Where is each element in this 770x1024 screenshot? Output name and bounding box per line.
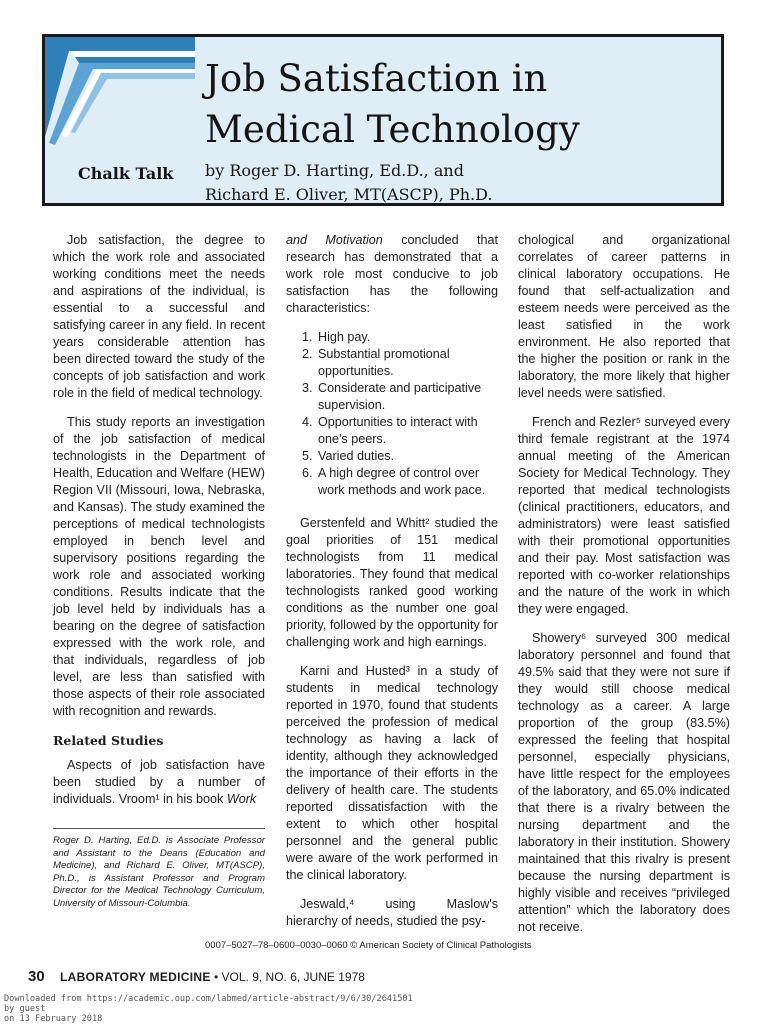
paragraph-text: Aspects of job satisfaction have been studied by a number of individuals. Vroom¹ in his book bbox=[53, 758, 265, 806]
paragraph: Jeswald,⁴ using Maslow's hierarchy of needs, studied the psy- bbox=[286, 897, 498, 928]
section-label: Chalk Talk bbox=[78, 164, 174, 183]
paragraph: chological and organizational correlates of career patterns in clinical laboratory occupations. He found that self-actualization and esteem needs were perceived as the least satisfied in the work environment. He also reported that the higher the position or rank in the laboratory, the more likely that higher level needs were satisfied. bbox=[518, 233, 730, 400]
list-item: 6. A high degree of control over work methods and work pace. bbox=[316, 465, 498, 499]
title-line-2: Medical Technology bbox=[205, 108, 580, 151]
chalk-talk-logo-graphic bbox=[45, 37, 205, 157]
list-item: 4. Opportunities to interact with one's peers. bbox=[316, 414, 498, 448]
paragraph: Karni and Husted³ in a study of students in medical technology reported in 1970, found that students perceived the profession of medical technology as having a lack of identity, although they acknowledged the importance of their efforts in the delivery of health care. The students reported dissatisfaction with the extent to which other hospital personnel and the general public were aware of the work performed in the clinical laboratory. bbox=[286, 664, 498, 882]
column-1 bbox=[53, 232, 265, 923]
paragraph: Job satisfaction, the degree to which the work role and associated working conditions meet the needs and aspirations of the individual, is essential to a successful and satisfying career in any field. In recent years considerable attention has been directed toward the study of the concepts of job satisfaction and work role in the field of medical technology. bbox=[53, 233, 265, 400]
list-item: 3. Considerate and participative supervision. bbox=[316, 380, 498, 414]
book-title-part: and Motivation bbox=[286, 233, 383, 247]
download-user: by guest bbox=[4, 1004, 46, 1014]
copyright-line: 0007–5027–78–0600–0030–0060 © American Society of Clinical Pathologists bbox=[205, 940, 532, 951]
book-title-part: Work bbox=[226, 792, 257, 806]
article-title bbox=[205, 53, 580, 155]
journal-name: LABORATORY MEDICINE bbox=[60, 970, 211, 984]
paragraph: Showery⁶ surveyed 300 medical laboratory personnel and found that 49.5% said that they were not sure if they would still choose medical technology as a career. A large proportion of the group (83.5%) expressed the feeling that hospital personnel, especially physicians, have little respect for the employees of the laboratory, and 65.0% indicated that there is a rivalry between the nursing department and the laboratory in their institution. Showery maintained that this rivalry is present because the nursing department is highly visible and receives “privileged attention” which the laboratory does not receive. bbox=[518, 631, 730, 934]
section-heading: Related Studies bbox=[53, 733, 164, 748]
column-3 bbox=[518, 232, 730, 948]
paragraph bbox=[53, 757, 265, 808]
paragraph: Gerstenfeld and Whitt² studied the goal priorities of 151 medical technologists from 11 medical laboratories. They found that medical technologists ranked good working conditions as the number one goal priority, followed by the opportunity for challenging work and high earnings. bbox=[286, 516, 498, 649]
list-item: 2. Substantial promotional opportunities. bbox=[316, 346, 498, 380]
byline-line-2: Richard E. Oliver, MT(ASCP), Ph.D. bbox=[205, 185, 493, 204]
article-header bbox=[42, 34, 724, 206]
list-item: 5. Varied duties. bbox=[316, 448, 498, 465]
byline-line-1: by Roger D. Harting, Ed.D., and bbox=[205, 161, 464, 180]
byline bbox=[205, 159, 492, 207]
paragraph: This study reports an investigation of the job satisfaction of medical technologists in the Department of Health, Education and Welfare (HEW) Region VII (Missouri, Iowa, Nebraska, and Kansas). The study examined the perceptions of medical technologists employed in bench level and supervisory positions regarding the work role and associated working conditions. Results indicate that the job level held by individuals has a bearing on the degree of satisfaction expressed with the work role, and that individuals, regardless of job level, are less than satisfied with those aspects of their role associated with recognition and rewards. bbox=[53, 415, 265, 718]
download-date: on 13 February 2018 bbox=[4, 1014, 103, 1024]
page-number: 30 bbox=[28, 968, 45, 985]
characteristics-list bbox=[286, 329, 498, 499]
list-item: 1. High pay. bbox=[316, 329, 498, 346]
download-url: Downloaded from https://academic.oup.com/labmed/article-abstract/9/6/30/2641501 bbox=[4, 994, 413, 1004]
journal-footer bbox=[28, 968, 365, 985]
author-footnote: Roger D. Harting, Ed.D. is Associate Professor and Assistant to the Deans (Education and Medicine), and Richard E. Oliver, MT(ASCP), Ph.D., is Assistant Professor and Program Director for the Medical Technology Curriculum, University of Missouri-Columbia. bbox=[53, 835, 265, 909]
paragraph-text: concluded that research has demonstrated that a work role most conducive to job satisfaction has the following characteristics: bbox=[286, 233, 498, 315]
journal-issue: • VOL. 9, NO. 6, JUNE 1978 bbox=[213, 970, 365, 984]
column-2 bbox=[286, 232, 498, 942]
paragraph: French and Rezler⁵ surveyed every third female registrant at the 1974 annual meeting of the American Society for Medical Technology. They reported that medical technologists (clinical practitioners, educators, and administrators) were least satisfied with their promotional opportunities and their pay. Most satisfaction was reported with co-worker relationships and the nature of the work in which they were engaged. bbox=[518, 415, 730, 616]
download-stamp bbox=[4, 994, 413, 1024]
paragraph bbox=[286, 232, 498, 317]
title-line-1: Job Satisfaction in bbox=[205, 57, 548, 100]
footnote-divider bbox=[53, 828, 265, 829]
